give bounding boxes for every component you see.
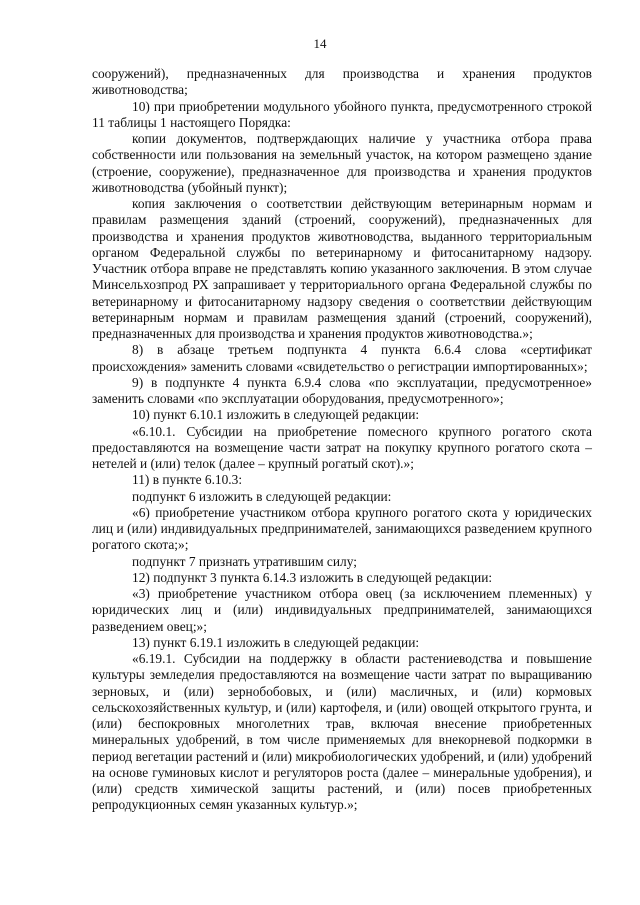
paragraph: 12) подпункт 3 пункта 6.14.3 изложить в следующей редакции:: [132, 569, 493, 585]
paragraph: подпункт 7 признать утратившим силу;: [132, 553, 357, 569]
paragraph: «6.10.1. Субсидии на приобретение помесного крупного рогатого скота предоставляются на возмещение части затрат на покупку крупного рогатого скота – нетелей и (или) телок (далее – крупный рогатый скот).»;: [92, 423, 592, 471]
paragraph: копии документов, подтверждающих наличие у участника отбора права собственности или пользования на земельный участок, на котором размещено здание (строение, сооружение), предназначенное для производства и хранения продуктов животноводства (убойный пункт);: [92, 131, 592, 195]
paragraph: 8) в абзаце третьем подпункта 4 пункта 6.6.4 слова «сертификат происхождения» заменить словами «свидетельство о регистрации импортированных»;: [92, 342, 592, 374]
paragraph: копия заключения о соответствии действующим ветеринарным нормам и правилам размещения зданий (строений, сооружений), предназначенных для производства и хранения продуктов животноводства, выданного территориальным органом Федеральной службы по ветеринарному и фитосанитарному надзору. Участник отбора вправе не представлять копию указанного заключения. В этом случае Минсельхозпрод РХ запрашивает у территориального органа Федеральной службы по ветеринарному и фитосанитарному надзору сведения о соответствии действующим ветеринарным нормам и правилам размещения зданий (строений, сооружений), предназначенных для производства и хранения продуктов животноводства.»;: [92, 196, 592, 341]
paragraph: 10) при приобретении модульного убойного пункта, предусмотренного строкой 11 таблицы 1 настоящего Порядка:: [92, 98, 592, 130]
paragraph: 13) пункт 6.19.1 изложить в следующей редакции:: [132, 634, 420, 650]
page-number: 14: [313, 36, 327, 51]
paragraph: 11) в пункте 6.10.3:: [132, 472, 243, 488]
paragraph: подпункт 6 изложить в следующей редакции:: [132, 488, 392, 504]
document-body: [92, 66, 592, 814]
paragraph: 10) пункт 6.10.1 изложить в следующей редакции:: [132, 407, 420, 423]
paragraph: «3) приобретение участником отбора овец (за исключением племенных) у юридических лиц и (или) индивидуальных предпринимателей, занимающихся разведением овец;»;: [92, 586, 592, 634]
paragraph: сооружений), предназначенных для производства и хранения продуктов животноводства;: [92, 66, 592, 98]
paragraph: «6.19.1. Субсидии на поддержку в области растениеводства и повышение культуры земледелия предоставляются на возмещение части затрат по выращиванию зерновых, и (или) зернобобовых, и (или) масличных, и (или) кормовых сельскохозяйственных культур, и (или) картофеля, и (или) овощей открытого грунта, и (или) беспокровных многолетних трав, включая внесение приобретенных минеральных удобрений, в том числе применяемых для внекорневой подкормки в период вегетации растений и (или) микробиологических удобрений, и (или) удобрений на основе гуминовых кислот и регуляторов роста (далее – минеральные удобрения), и (или) средств химической защиты растений, и (или) посев приобретенных репродукционных семян указанных культур.»;: [92, 651, 592, 813]
paragraph: «6) приобретение участником отбора крупного рогатого скота у юридических лиц и (или) индивидуальных предпринимателей, занимающихся разведением крупного рогатого скота;»;: [92, 504, 592, 553]
paragraph: 9) в подпункте 4 пункта 6.9.4 слова «по эксплуатации, предусмотренное» заменить словами «по эксплуатации оборудования, предусмотренного»;: [92, 374, 592, 406]
